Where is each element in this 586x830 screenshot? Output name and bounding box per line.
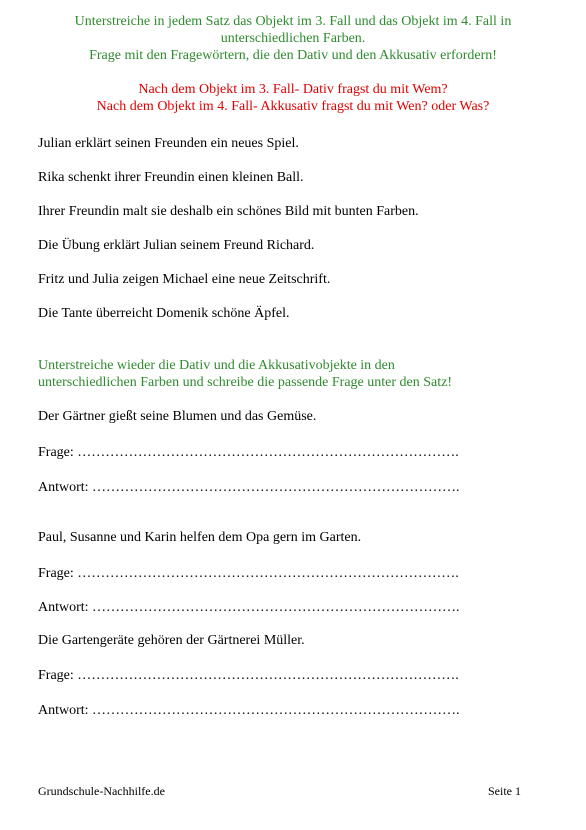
exercise-2-sentence: Paul, Susanne und Karin helfen dem Opa gern im Garten. <box>38 530 362 545</box>
footer-source: Grundschule-Nachhilfe.de <box>38 784 165 798</box>
exercise-1-antwort-line[interactable]: Antwort: ……………………………………………………………………. <box>38 480 460 495</box>
task2-instruction-line1: Unterstreiche wieder die Dativ und die Akkusativobjekte in den <box>38 358 395 373</box>
exercise-3-antwort-line[interactable]: Antwort: ……………………………………………………………………. <box>38 703 460 718</box>
exercise-1-frage-line[interactable]: Frage: ………………………………………………………………………. <box>38 445 459 460</box>
exercise-2-antwort-line[interactable]: Antwort: ……………………………………………………………………. <box>38 600 460 615</box>
sentence-1: Julian erklärt seinen Freunden ein neues Spiel. <box>38 136 299 151</box>
hint-line1: Nach dem Objekt im 3. Fall- Dativ fragst du mit Wem? <box>138 82 448 97</box>
exercise-3-frage-line[interactable]: Frage: ………………………………………………………………………. <box>38 668 459 683</box>
sentence-3: Ihrer Freundin malt sie deshalb ein schönes Bild mit bunten Farben. <box>38 204 419 219</box>
sentence-6: Die Tante überreicht Domenik schöne Äpfel. <box>38 306 290 321</box>
task2-instruction-line2: unterschiedlichen Farben und schreibe die passende Frage unter den Satz! <box>38 375 453 390</box>
sentence-4: Die Übung erklärt Julian seinem Freund Richard. <box>38 238 315 253</box>
sentence-2: Rika schenkt ihrer Freundin einen kleinen Ball. <box>38 170 304 185</box>
exercise-1-sentence: Der Gärtner gießt seine Blumen und das Gemüse. <box>38 409 317 424</box>
task1-instruction-line2: unterschiedlichen Farben. <box>220 31 366 46</box>
task1-instruction-line1: Unterstreiche in jedem Satz das Objekt im 3. Fall und das Objekt im 4. Fall in <box>74 14 512 29</box>
exercise-3-sentence: Die Gartengeräte gehören der Gärtnerei Müller. <box>38 633 305 648</box>
exercise-2-frage-line[interactable]: Frage: ………………………………………………………………………. <box>38 566 459 581</box>
footer-page-number: Seite 1 <box>488 784 521 798</box>
hint-line2: Nach dem Objekt im 4. Fall- Akkusativ fragst du mit Wen? oder Was? <box>96 99 490 114</box>
sentence-5: Fritz und Julia zeigen Michael eine neue Zeitschrift. <box>38 272 331 287</box>
task1-instruction-line3: Frage mit den Fragewörtern, die den Dativ und den Akkusativ erfordern! <box>89 48 497 63</box>
